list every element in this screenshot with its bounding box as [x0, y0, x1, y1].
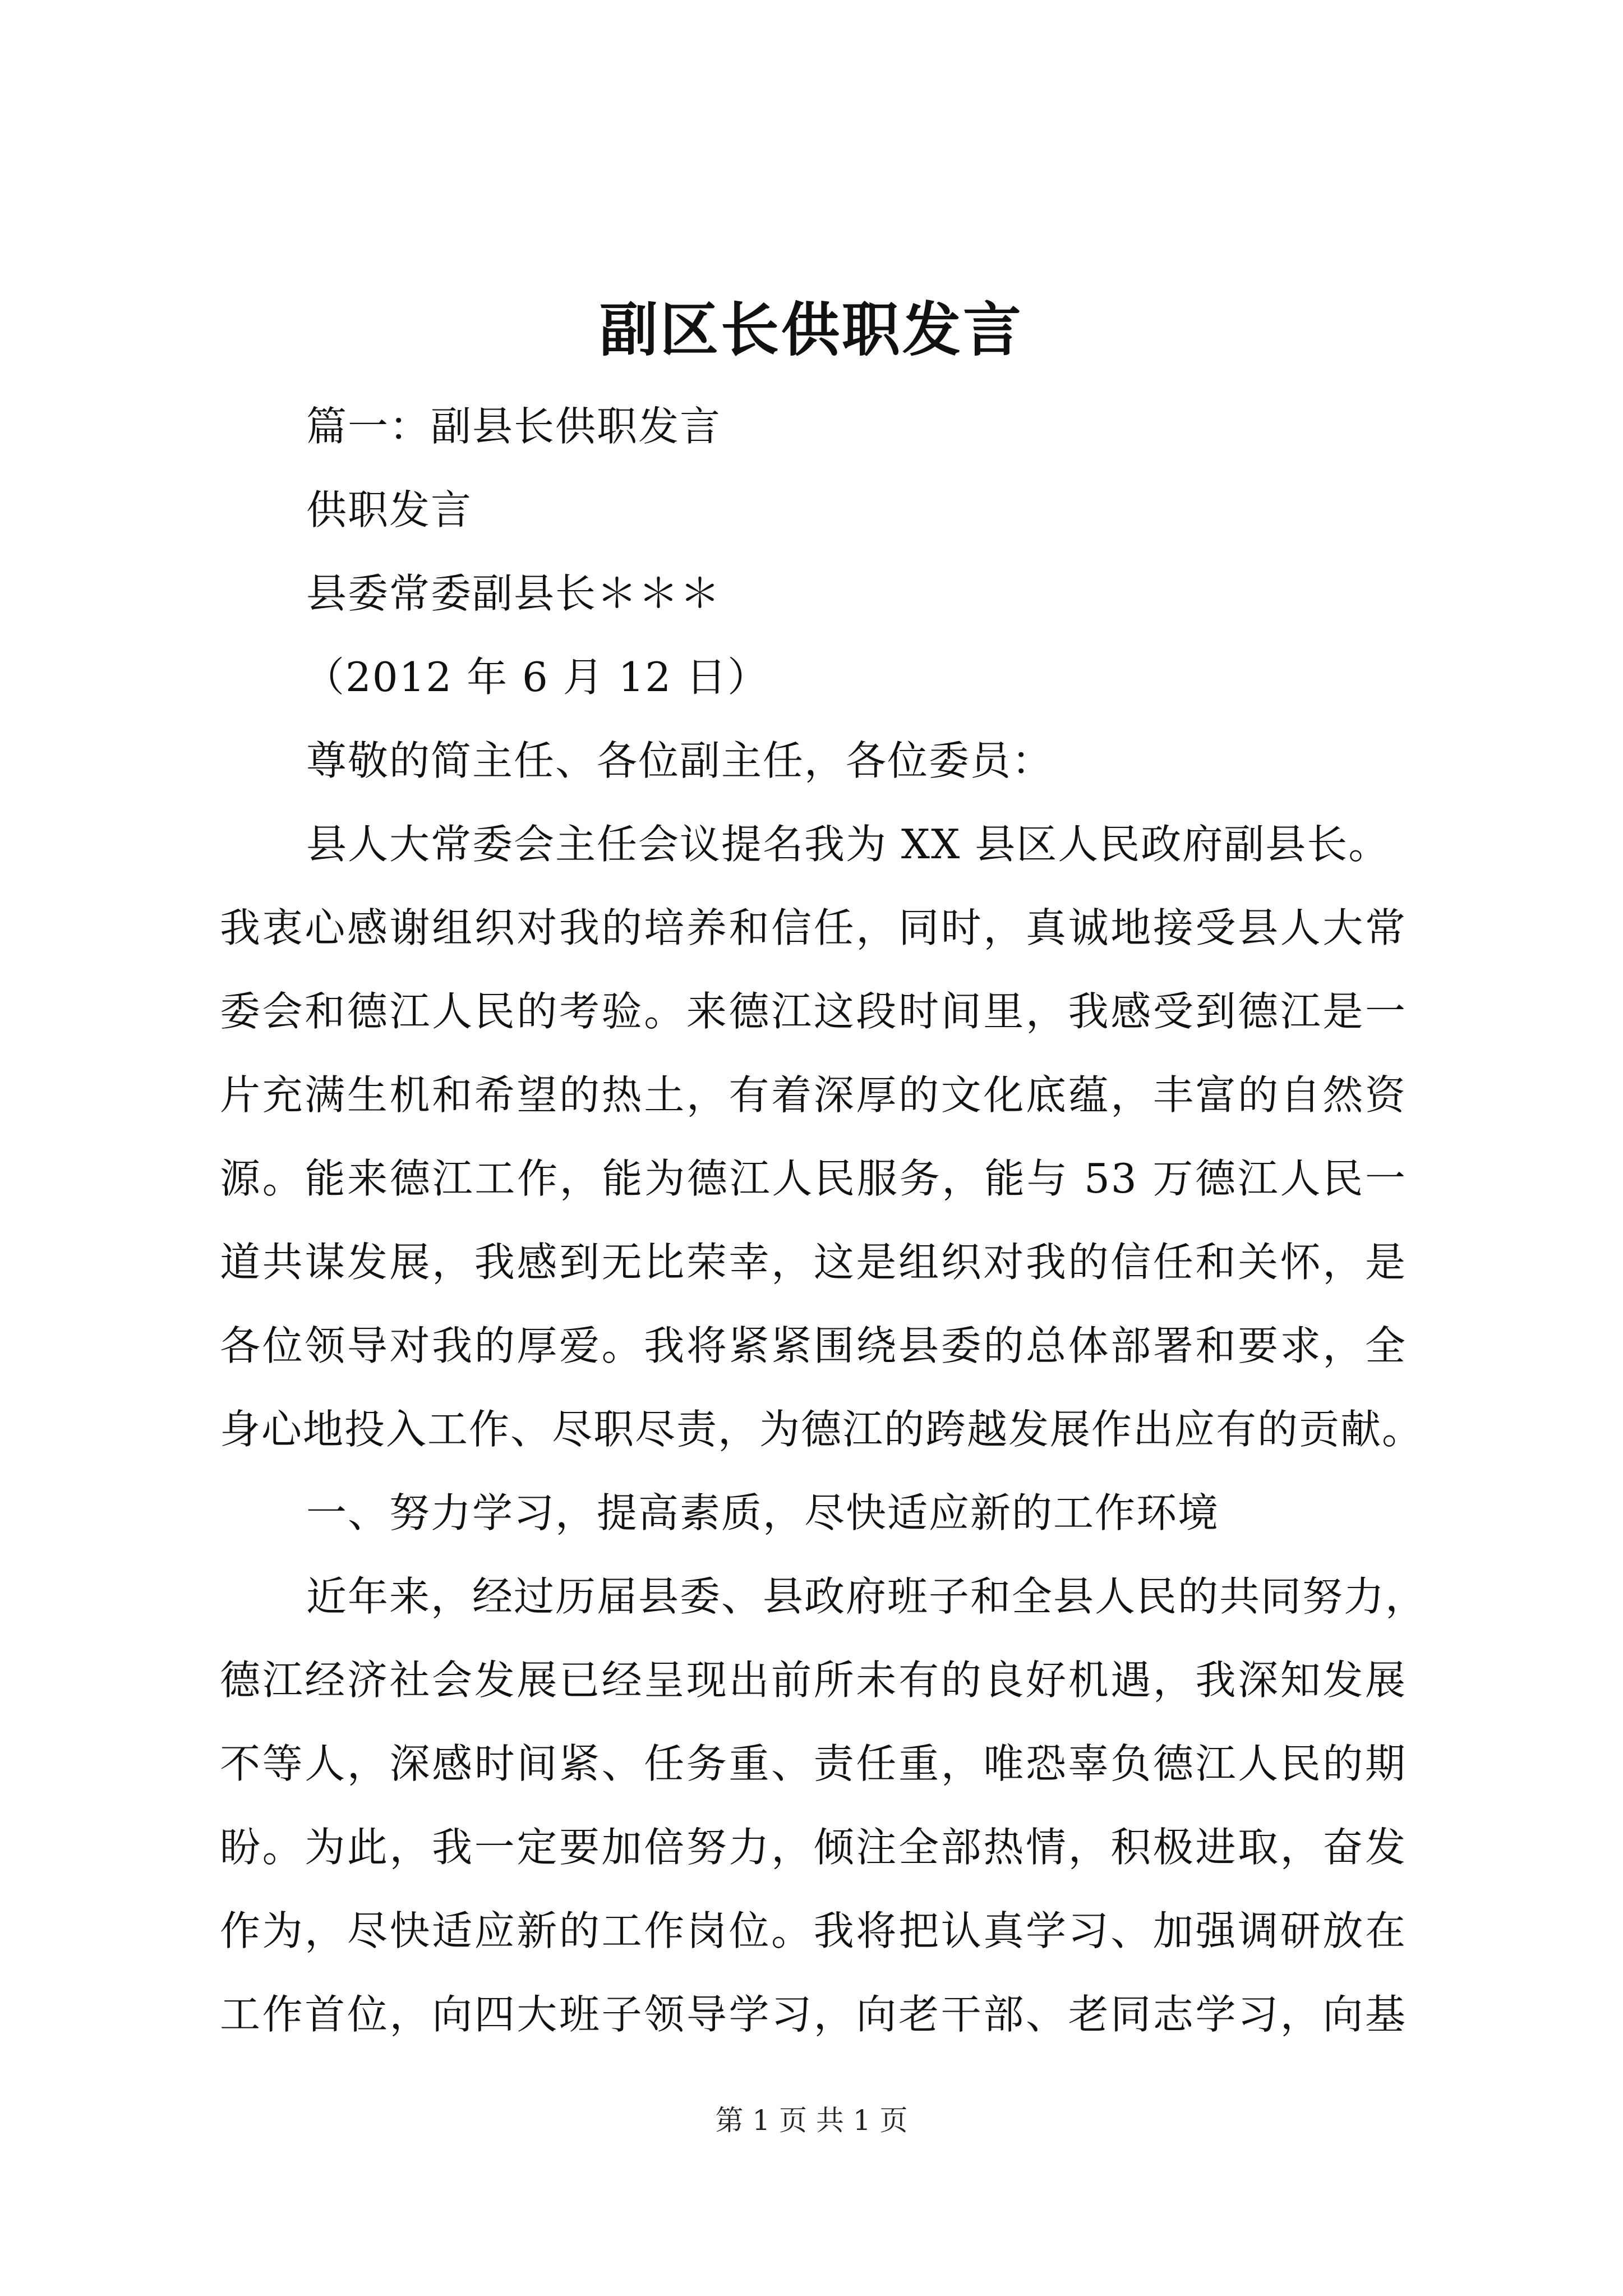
page-footer: 第 1 页 共 1 页 [715, 2104, 908, 2137]
paragraph-line: 县人大常委会主任会议提名我为 XX 县区人民政府副县长。 [306, 821, 1390, 868]
paragraph-line: 盼。为此，我一定要加倍努力，倾注全部热情，积极进取，奋发 [220, 1824, 1407, 1871]
paragraph-line: 身心地投入工作、尽职尽责，为德江的跨越发展作出应有的贡献。 [220, 1406, 1424, 1453]
speaker-line: 县委常委副县长＊＊＊ [306, 570, 722, 617]
salutation: 尊敬的简主任、各位副主任，各位委员： [306, 737, 1054, 784]
paragraph-line: 不等人，深感时间紧、任务重、责任重，唯恐辜负德江人民的期 [220, 1740, 1407, 1787]
paragraph-line: 作为，尽快适应新的工作岗位。我将把认真学习、加强调研放在 [220, 1907, 1407, 1954]
paragraph-line: 道共谋发展，我感到无比荣幸，这是组织对我的信任和关怀，是 [220, 1239, 1407, 1286]
paragraph-line: 近年来，经过历届县委、县政府班子和全县人民的共同努力， [306, 1573, 1427, 1620]
document-title: 副区长供职发言 [599, 295, 1023, 364]
paragraph-line: 委会和德江人民的考验。来德江这段时间里，我感受到德江是一 [220, 988, 1407, 1035]
paragraph-line: 德江经济社会发展已经呈现出前所未有的良好机遇，我深知发展 [220, 1657, 1407, 1704]
subsection-heading: 一、努力学习，提高素质，尽快适应新的工作环境 [306, 1489, 1220, 1536]
date-line: （2012 年 6 月 12 日） [304, 654, 769, 701]
speech-title: 供职发言 [306, 486, 473, 533]
paragraph-line: 源。能来德江工作，能为德江人民服务，能与 53 万德江人民一 [220, 1155, 1407, 1202]
paragraph-line: 我衷心感谢组织对我的培养和信任，同时，真诚地接受县人大常 [220, 904, 1407, 951]
paragraph-line: 工作首位，向四大班子领导学习，向老干部、老同志学习，向基 [220, 1991, 1407, 2038]
paragraph-line: 各位领导对我的厚爱。我将紧紧围绕县委的总体部署和要求，全 [220, 1322, 1407, 1369]
document-body [220, 385, 1427, 2056]
section-heading: 篇一：副县长供职发言 [306, 403, 722, 450]
paragraph-line: 片充满生机和希望的热土，有着深厚的文化底蕴，丰富的自然资 [220, 1071, 1407, 1119]
